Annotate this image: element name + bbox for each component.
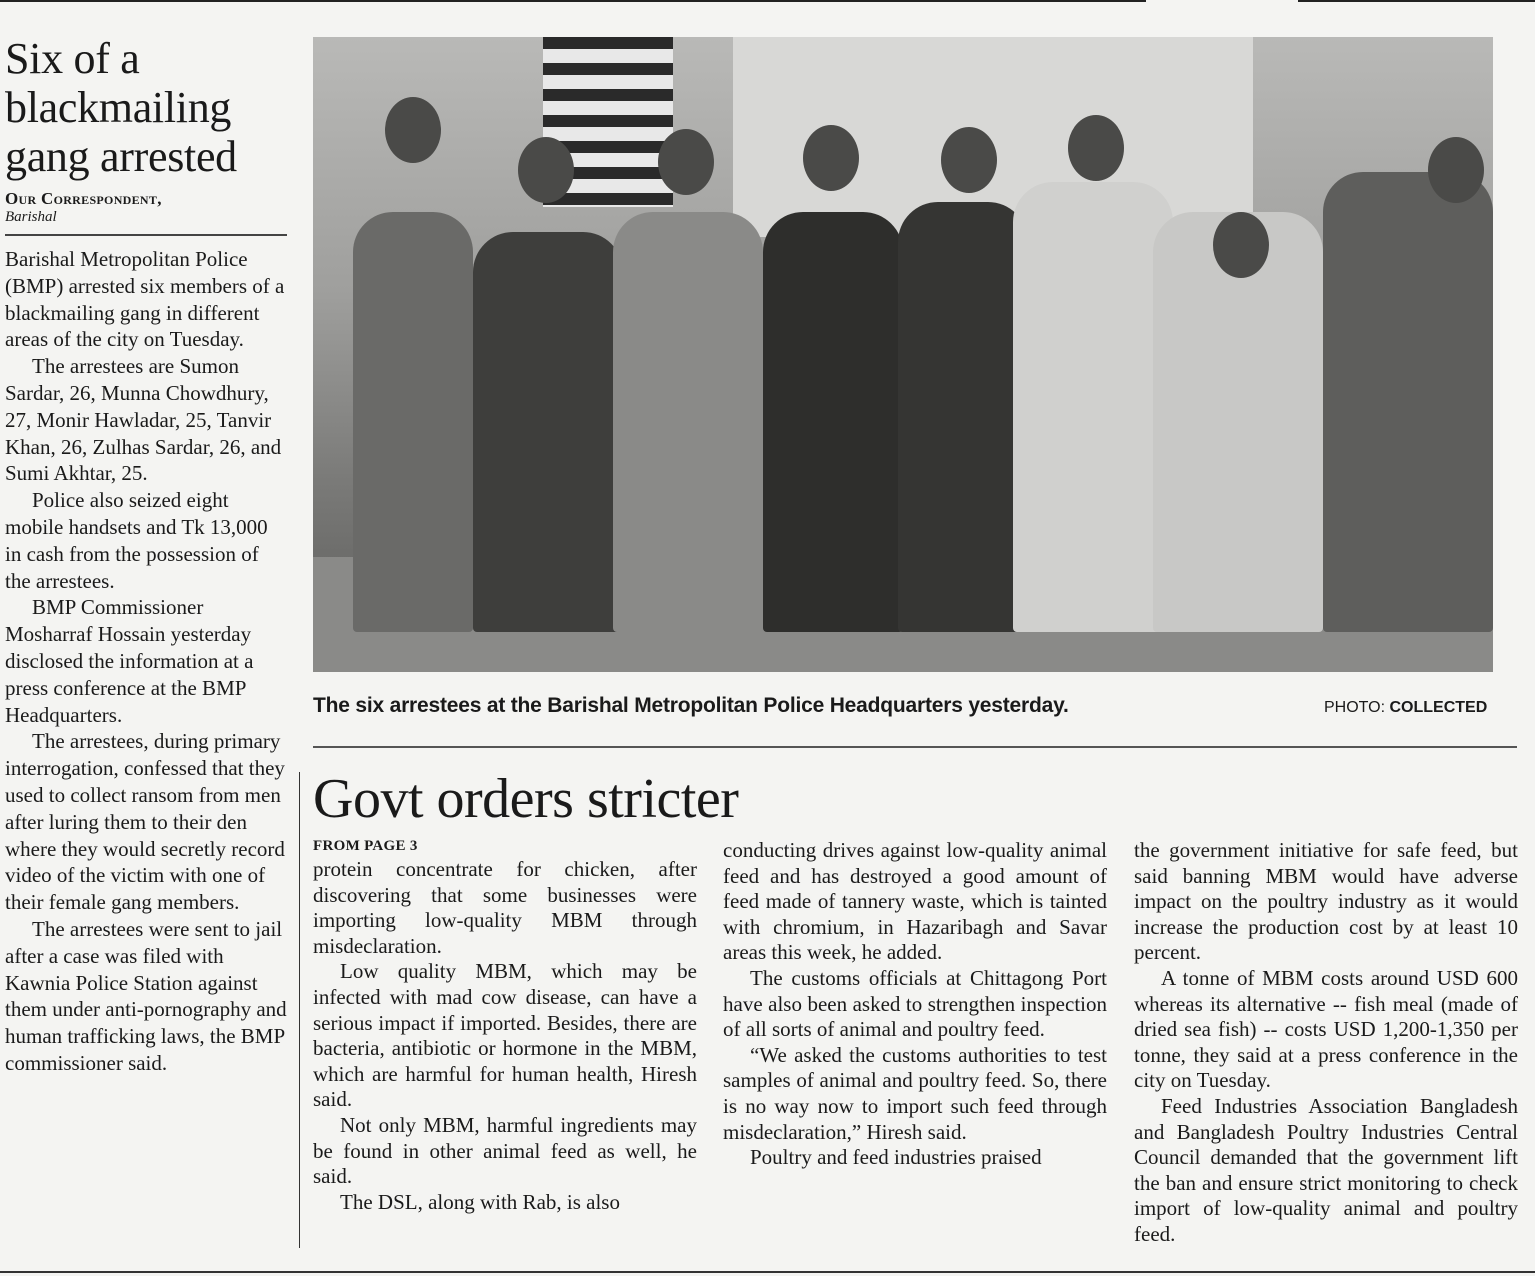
main-story-column-1 bbox=[313, 857, 697, 1215]
paragraph: Feed Industries Association Bangladesh and Bangladesh Poultry Industries Central Council demanded that the government lift the ban and ensure strict monitoring to check import of low-quality animal and poultry feed. bbox=[1134, 1093, 1518, 1246]
photo-figure-head bbox=[941, 127, 997, 193]
photo-figure-head bbox=[385, 97, 441, 163]
photo-figure bbox=[898, 202, 1028, 632]
bottom-rule bbox=[0, 1271, 1535, 1273]
paragraph: Not only MBM, harmful ingredients may be found in other animal feed as well, he said. bbox=[313, 1112, 697, 1189]
paragraph: protein concentrate for chicken, after discovering that some businesses were importing low-quality MBM through misdeclaration. bbox=[313, 857, 697, 958]
photo-figure bbox=[763, 212, 903, 632]
photo-figure-head bbox=[1213, 212, 1269, 278]
byline-rule bbox=[5, 234, 287, 236]
photo-figure bbox=[1013, 182, 1173, 632]
paragraph: “We asked the customs authorities to test samples of animal and poultry feed. So, there is no way now to import such feed through misdeclaration,” Hiresh said. bbox=[723, 1042, 1107, 1144]
column-divider bbox=[299, 772, 300, 1248]
left-story-body bbox=[5, 246, 287, 1077]
photo-figure-head bbox=[1428, 137, 1484, 203]
paragraph: Barishal Metropolitan Police (BMP) arrested six members of a blackmailing gang in different areas of the city on Tuesday. bbox=[5, 247, 285, 352]
photo-figure-head bbox=[803, 125, 859, 191]
paragraph: The customs officials at Chittagong Port have also been asked to strengthen inspection of all sorts of animal and poultry feed. bbox=[723, 965, 1107, 1042]
paragraph: A tonne of MBM costs around USD 600 whereas its alternative -- fish meal (made of dried sea fish) -- costs USD 1,200-1,350 per tonne, they said at a press conference in the city on Tuesday. bbox=[1134, 965, 1518, 1093]
paragraph: The arrestees, during primary interrogation, confessed that they used to collect ransom from men after luring them to their den where they would secretly record video of the victim with one of their female gang members. bbox=[5, 729, 285, 915]
paragraph: BMP Commissioner Mosharraf Hossain yesterday disclosed the information at a press conference at the BMP Headquarters. bbox=[5, 595, 254, 727]
paragraph: The DSL, along with Rab, is also bbox=[340, 1189, 620, 1214]
left-story-headline: Six of a blackmailing gang arrested bbox=[5, 34, 237, 181]
photo-figure bbox=[1323, 172, 1493, 632]
photo-credit-label: PHOTO: bbox=[1324, 699, 1386, 716]
paragraph: The arrestees are Sumon Sardar, 26, Munna Chowdhury, 27, Monir Hawladar, 25, Tanvir Khan, 26, Zulhas Sardar, 26, and Sumi Akhtar, 25. bbox=[5, 354, 282, 486]
dateline: Barishal bbox=[5, 209, 57, 225]
photo-figure bbox=[473, 232, 623, 632]
news-photo bbox=[313, 37, 1493, 672]
paragraph: The arrestees were sent to jail after a case was filed with Kawnia Police Station against them under anti-pornography and human trafficking laws, the BMP commissioner said. bbox=[5, 916, 287, 1075]
paragraph: Police also seized eight mobile handsets and Tk 13,000 in cash from the possession of the arrestees. bbox=[5, 488, 268, 593]
photo-figure bbox=[613, 212, 763, 632]
photo-figure bbox=[353, 212, 473, 632]
photo-caption: The six arrestees at the Barishal Metropolitan Police Headquarters yesterday. bbox=[313, 694, 1069, 717]
photo-figure-head bbox=[518, 137, 574, 203]
byline: Our Correspondent, bbox=[5, 189, 162, 208]
paragraph: conducting drives against low-quality animal feed and has destroyed a good amount of feed made of tannery waste, which is tainted with chromium, in Hazaribagh and Savar areas this week, he added. bbox=[723, 838, 1107, 965]
jump-label: FROM PAGE 3 bbox=[313, 838, 418, 854]
main-story-headline: Govt orders stricter bbox=[313, 768, 739, 830]
section-rule bbox=[313, 746, 1517, 748]
paragraph: the government initiative for safe feed, but said banning MBM would have adverse impact on the poultry industry as it would increase the production cost by at least 10 percent. bbox=[1134, 838, 1518, 965]
left-story bbox=[5, 34, 287, 1077]
photo-credit-value: COLLECTED bbox=[1389, 699, 1488, 716]
photo-figure-head bbox=[658, 129, 714, 195]
paragraph: Low quality MBM, which may be infected with mad cow disease, can have a serious impact if imported. Besides, there are bacteria, antibiotic or hormone in the MBM, which are harmful for human health, Hiresh said. bbox=[313, 959, 697, 1112]
photo-figure-head bbox=[1068, 115, 1124, 181]
main-story-column-3 bbox=[1134, 838, 1518, 1248]
paragraph: Poultry and feed industries praised bbox=[750, 1145, 1042, 1170]
top-rule bbox=[0, 0, 1146, 2]
photo-credit bbox=[1324, 699, 1487, 717]
top-rule-right bbox=[1298, 0, 1535, 2]
main-story-column-2 bbox=[723, 838, 1107, 1171]
